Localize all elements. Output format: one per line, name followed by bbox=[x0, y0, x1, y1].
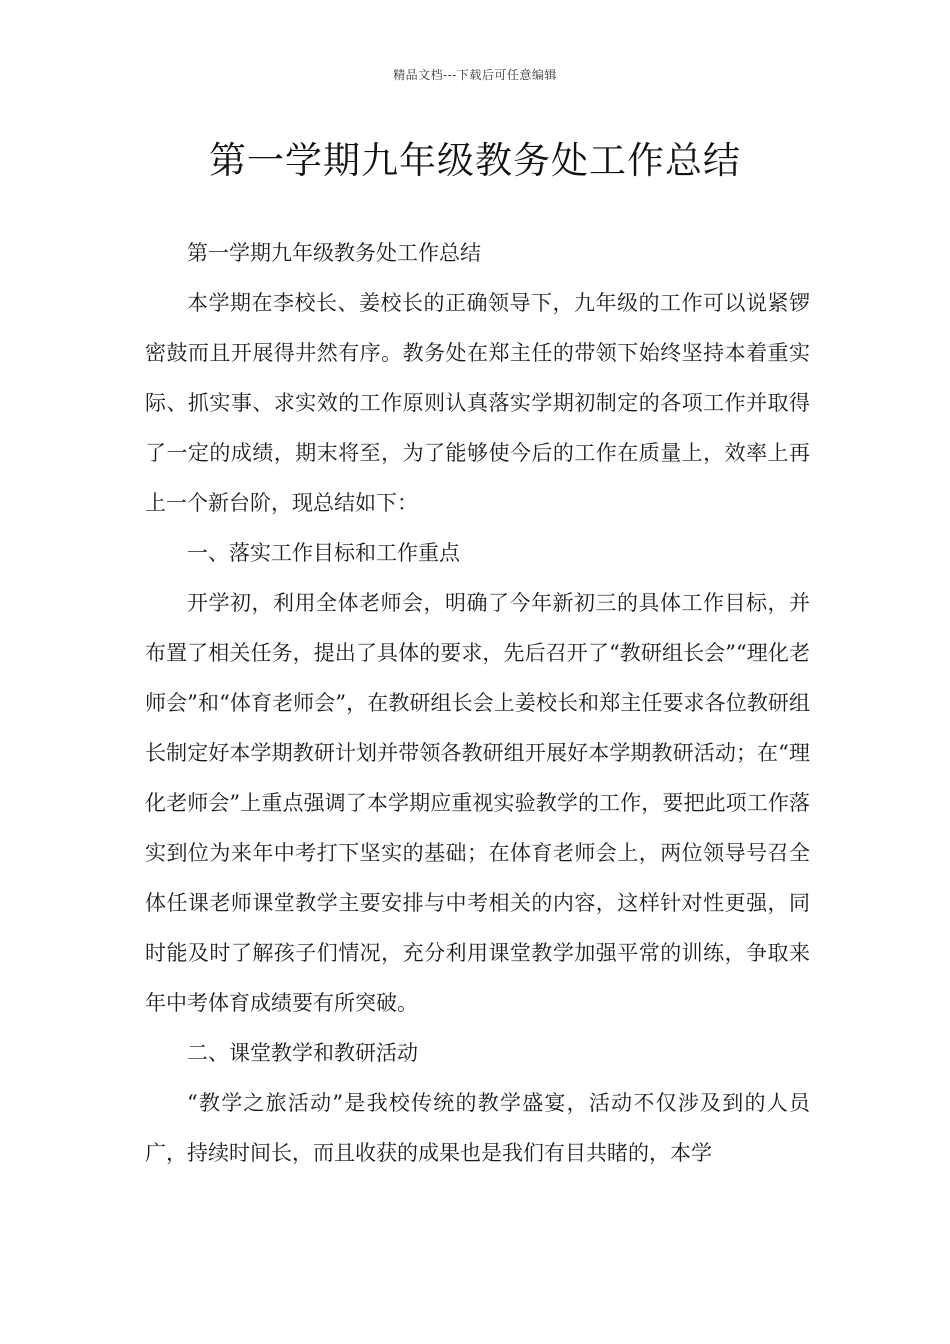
subtitle-paragraph: 第一学期九年级教务处工作总结 bbox=[187, 241, 481, 265]
header-note: 精品文档---下载后可任意编辑 bbox=[393, 68, 557, 82]
intro-paragraph: 本学期在李校长、姜校长的正确领导下，九年级的工作可以说紧锣密鼓而且开展得井然有序。教务处在郑主任的带领下始终坚持本着重实际、抓实事、求实效的工作原则认真落实学期初制定的各项工作并取得了一定的成绩，期末将至，为了能够使今后的工作在质量上，效率上再上一个新台阶，现总结如下： bbox=[145, 291, 810, 515]
document-title: 第一学期九年级教务处工作总结 bbox=[209, 139, 741, 182]
section-2-paragraph: “教学之旅活动”是我校传统的教学盛宴，活动不仅涉及到的人员广，持续时间长，而且收获的成果也是我们有目共睹的，本学 bbox=[145, 1091, 810, 1165]
section-heading-2: 二、课堂教学和教研活动 bbox=[187, 1041, 418, 1065]
document-body bbox=[145, 228, 810, 1178]
section-heading-1: 一、落实工作目标和工作重点 bbox=[187, 541, 460, 565]
section-1-paragraph: 开学初，利用全体老师会，明确了今年新初三的具体工作目标，并布置了相关任务，提出了具体的要求，先后召开了“教研组长会”“理化老师会”和“体育老师会”，在教研组长会上姜校长和郑主任要求各位教研组长制定好本学期教研计划并带领各教研组开展好本学期教研活动；在“理化老师会”上重点强调了本学期应重视实验教学的工作，要把此项工作落实到位为来年中考打下坚实的基础；在体育老师会上，两位领导号召全体任课老师课堂教学主要安排与中考相关的内容，这样针对性更强，同时能及时了解孩子们情况，充分利用课堂教学加强平常的训练，争取来年中考体育成绩要有所突破。 bbox=[145, 591, 810, 1015]
